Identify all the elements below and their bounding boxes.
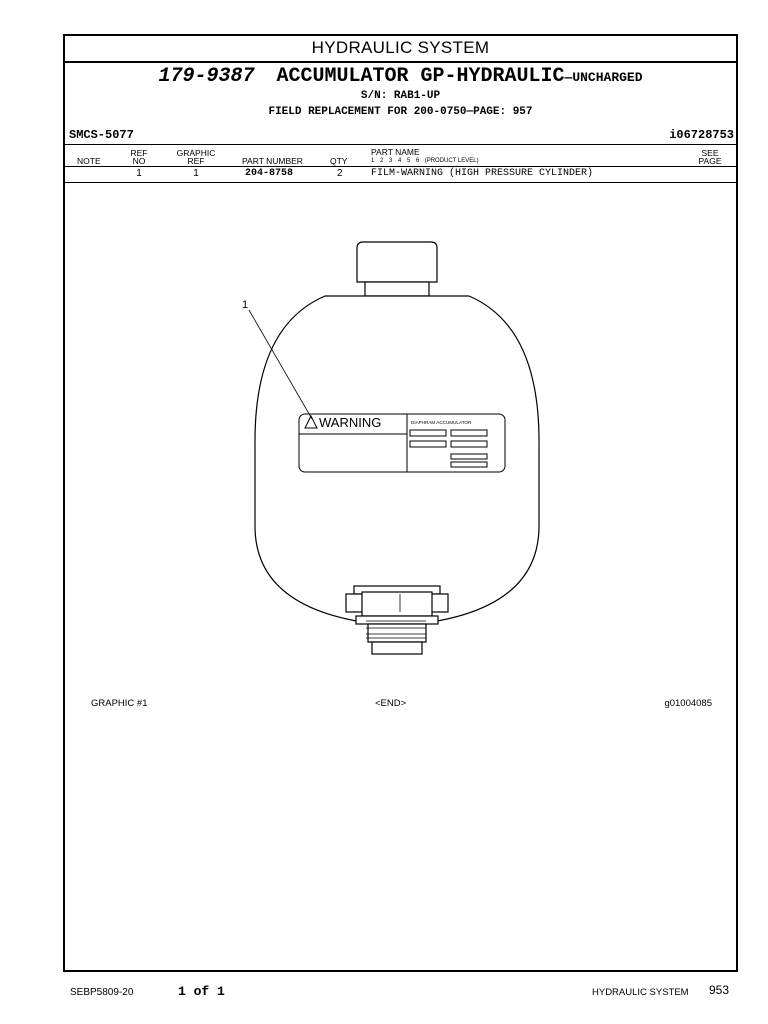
col-graphic-top: GRAPHIC xyxy=(176,148,216,158)
part-title xyxy=(65,66,736,89)
row-ref-no: 1 xyxy=(136,168,142,179)
accumulator-illustration xyxy=(65,236,736,656)
end-marker: <END> xyxy=(375,698,407,709)
serial-number: S/N: RAB1-UP xyxy=(360,90,441,102)
graphic-caption: GRAPHIC #1 xyxy=(91,698,148,709)
smcs-code: SMCS-5077 xyxy=(69,128,134,142)
row-part-name: FILM-WARNING (HIGH PRESSURE CYLINDER) xyxy=(371,168,594,179)
callout-number: 1 xyxy=(242,299,249,311)
illustration-id: i06728753 xyxy=(669,128,734,142)
page-number: 953 xyxy=(709,983,730,997)
col-see-top: SEE xyxy=(701,148,719,158)
col-see-bottom: PAGE xyxy=(698,156,722,166)
col-qty: QTY xyxy=(330,156,348,166)
col-part-name: PART NAME xyxy=(371,147,420,157)
col-graphic-bottom: REF xyxy=(187,156,205,166)
divider xyxy=(65,182,736,183)
divider xyxy=(65,144,736,145)
graphic-id: g01004085 xyxy=(664,698,712,709)
part-name-suffix: —UNCHARGED xyxy=(564,70,643,85)
warning-text: WARNING xyxy=(319,415,382,430)
divider xyxy=(65,166,736,167)
label-text: DIAPHRAM ACCUMULATOR xyxy=(411,420,472,425)
col-part-number: PART NUMBER xyxy=(242,156,303,166)
doc-id: SEBP5809-20 xyxy=(70,987,134,998)
col-product-level xyxy=(371,157,479,165)
footer-section: HYDRAULIC SYSTEM xyxy=(592,987,689,998)
col-ref-bottom: NO xyxy=(132,156,146,166)
part-number: 179-9387 xyxy=(158,65,255,88)
product-level-digits: 1 2 3 4 5 6 xyxy=(371,158,422,164)
part-name: ACCUMULATOR GP-HYDRAULIC xyxy=(276,65,565,88)
page-of: 1 of 1 xyxy=(178,984,225,999)
field-replacement: FIELD REPLACEMENT FOR 200-0750—PAGE: 957 xyxy=(268,106,533,118)
row-part-number: 204-8758 xyxy=(245,168,294,179)
row-graphic-ref: 1 xyxy=(193,168,199,179)
row-qty: 2 xyxy=(337,168,343,179)
col-note: NOTE xyxy=(77,156,101,166)
section-title: HYDRAULIC SYSTEM xyxy=(65,36,736,63)
col-ref-top: REF xyxy=(130,148,148,158)
page-frame xyxy=(63,34,738,972)
product-level-label: (PRODUCT LEVEL) xyxy=(424,158,479,164)
